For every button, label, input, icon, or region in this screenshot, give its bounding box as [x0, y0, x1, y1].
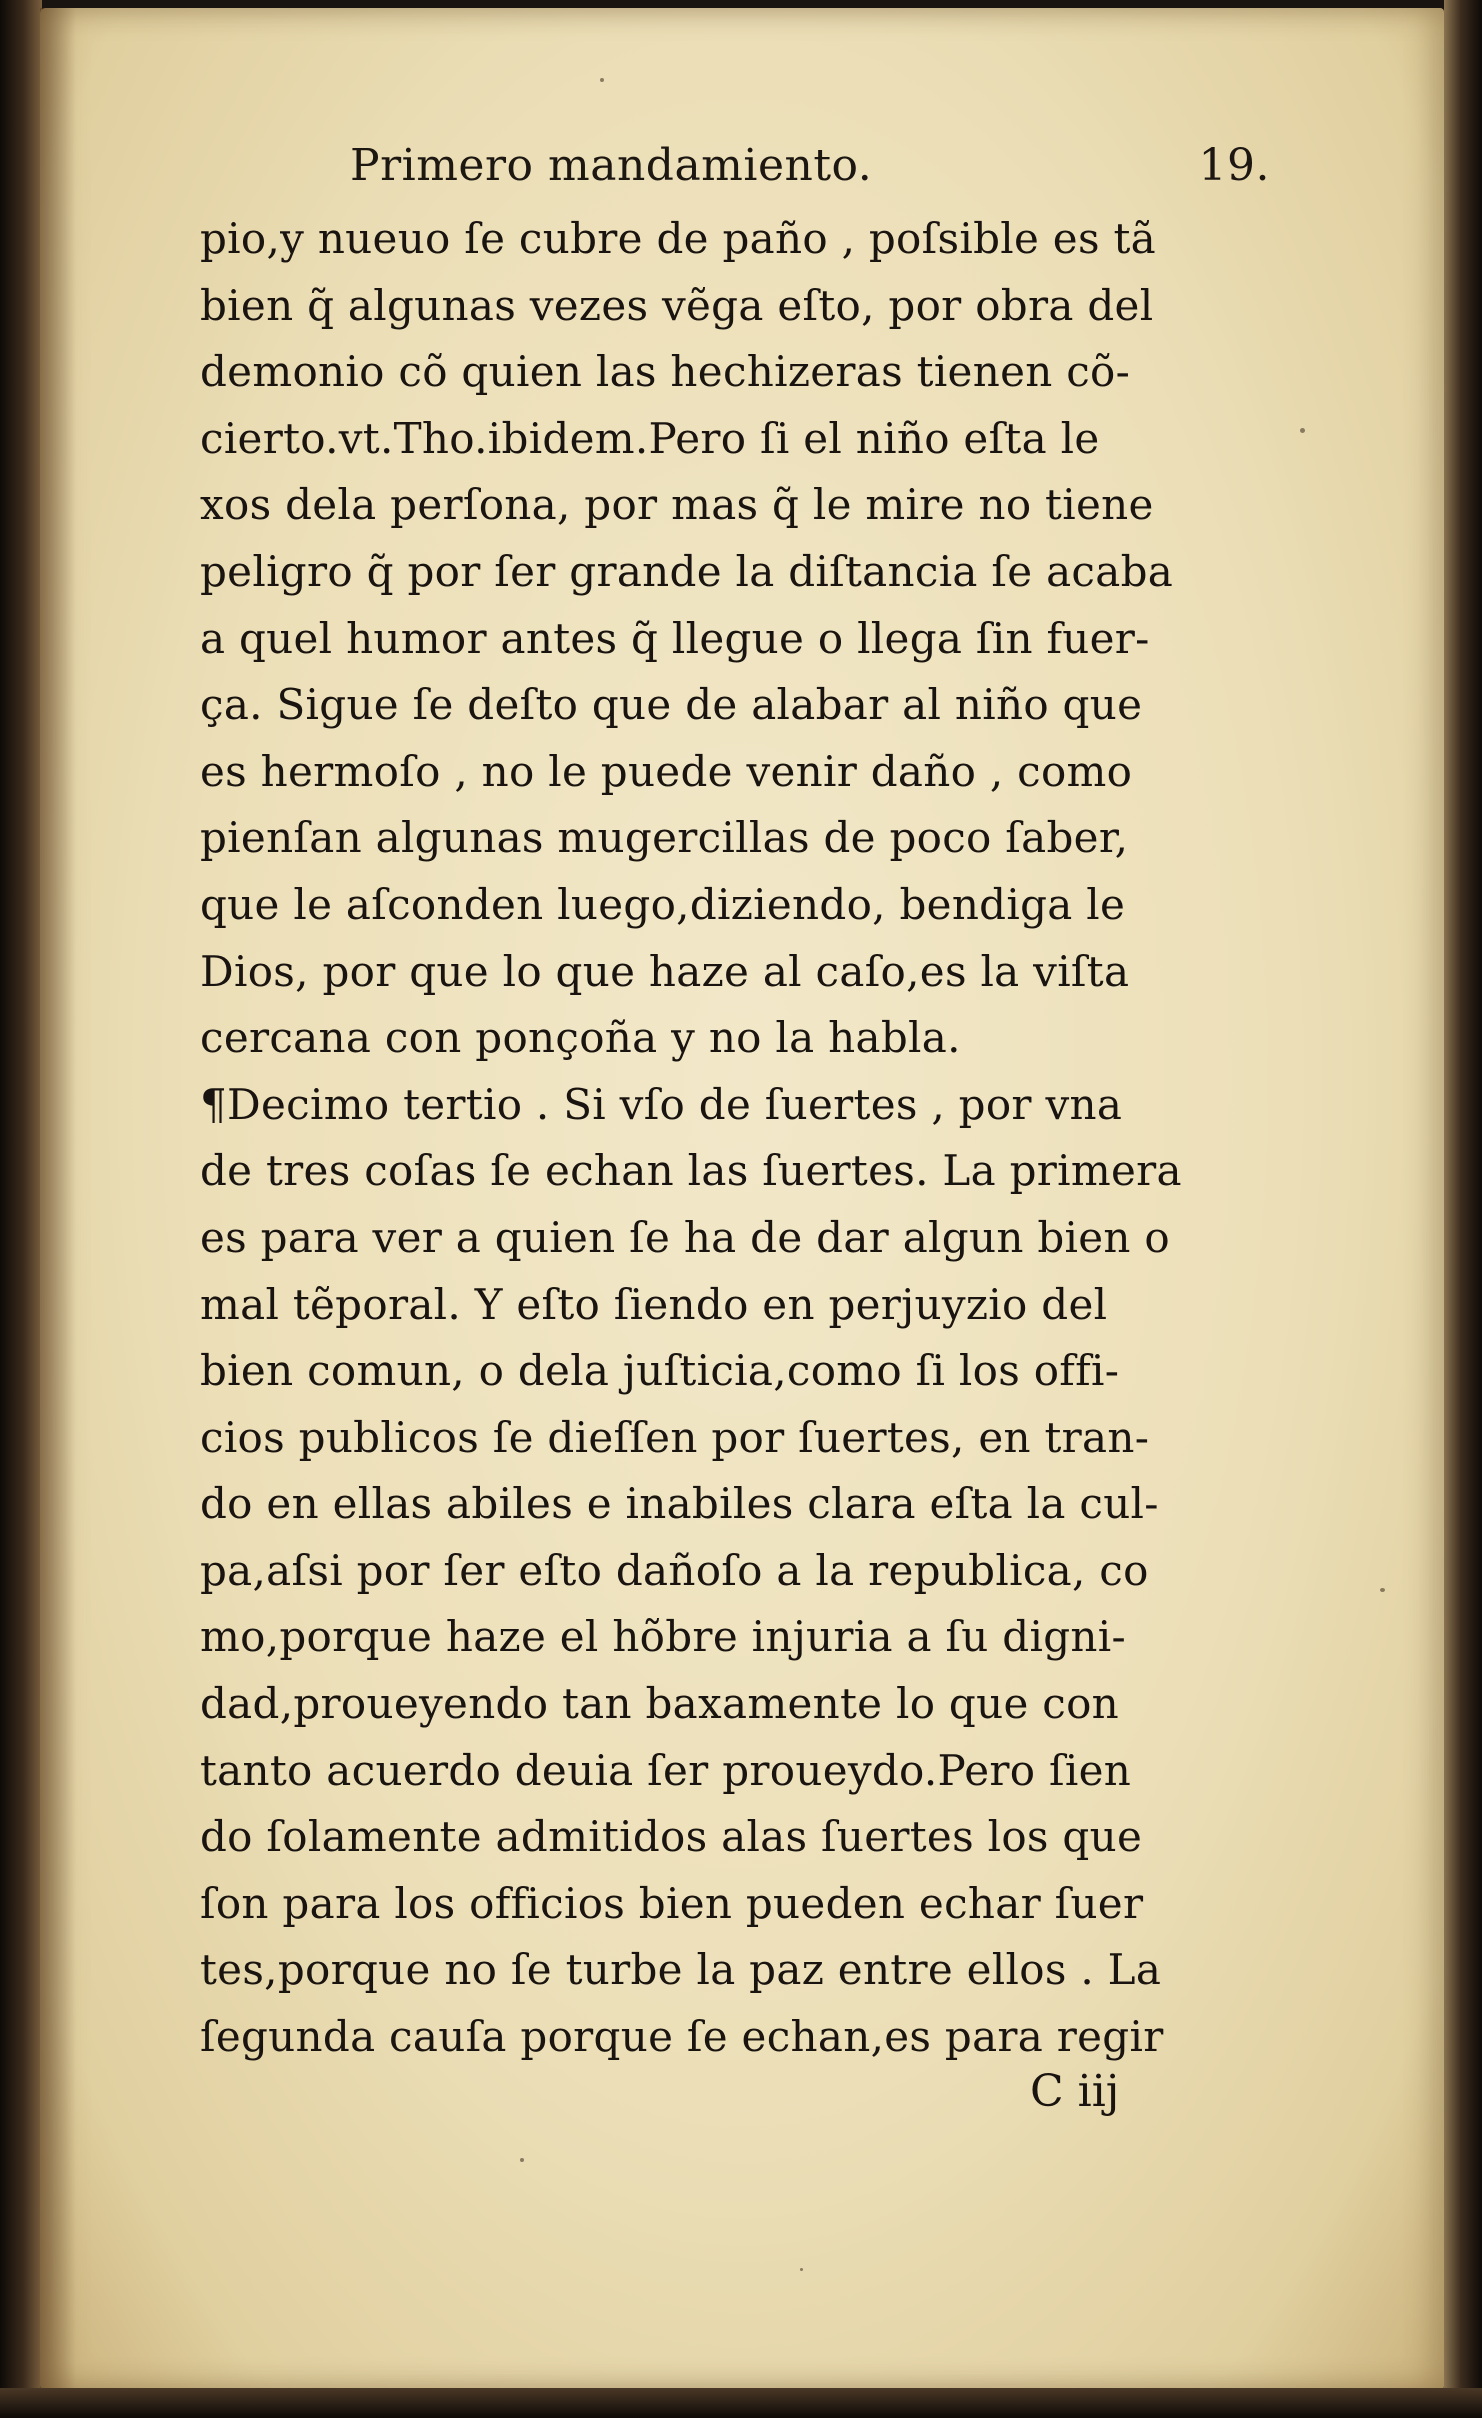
text-line: bien q̃ algunas vezes vẽga eſto, por obra del [200, 280, 1154, 330]
text-line: de tres coſas ſe echan las ſuertes. La primera [200, 1146, 1182, 1196]
signature-mark: C iij [1030, 2066, 1120, 2117]
text-line: cierto.vt.Tho.ibidem.Pero ſi el niño eſta le [200, 413, 1100, 463]
book-edge-left [0, 0, 42, 2418]
paper-speck [800, 2268, 803, 2271]
text-line: cercana con ponçoña y no la habla. [200, 1013, 961, 1063]
book-edge-right [1444, 0, 1482, 2418]
paper-speck [1380, 1588, 1385, 1592]
text-line: demonio cõ quien las hechizeras tienen cõ- [200, 347, 1131, 397]
body-text [200, 206, 1300, 2071]
text-line: Dios, por que lo que haze al caſo,es la viſta [200, 946, 1130, 996]
printed-page [40, 8, 1444, 2390]
text-line: que le aſconden luego,diziendo, bendiga le [200, 879, 1126, 929]
text-line: mo,porque haze el hõbre injuria a ſu digni- [200, 1612, 1126, 1662]
text-line: a quel humor antes q̃ llegue o llega ſin fuer- [200, 613, 1150, 663]
paper-speck [520, 2158, 524, 2162]
text-line: ¶Decimo tertio . Si vſo de ſuertes , por vna [200, 1079, 1123, 1129]
text-line: xos dela perſona, por mas q̃ le mire no tiene [200, 480, 1154, 530]
text-line: mal tẽporal. Y eſto ſiendo en perjuyzio del [200, 1279, 1108, 1329]
text-line: es hermoſo , no le puede venir daño , como [200, 746, 1133, 796]
text-line: dad,proueyendo tan baxamente lo que con [200, 1679, 1120, 1729]
paper-speck [600, 78, 604, 82]
text-line: es para ver a quien ſe ha de dar algun bien o [200, 1212, 1170, 1262]
folio-number: 19. [1198, 140, 1270, 191]
text-line: tanto acuerdo deuia ſer proueydo.Pero ſien [200, 1745, 1132, 1795]
text-line: ſegunda cauſa porque ſe echan,es para regir [200, 2012, 1164, 2062]
text-line: pa,aſsi por ſer eſto dañoſo a la republica, co [200, 1545, 1149, 1595]
text-line: ſon para los officios bien pueden echar ſuer [200, 1878, 1144, 1928]
running-head-title: Primero mandamiento. [350, 140, 873, 191]
running-head [350, 140, 1270, 200]
text-line: do en ellas abiles e inabiles clara eſta la cul- [200, 1479, 1159, 1529]
paper-speck [1300, 428, 1305, 433]
text-line: do ſolamente admitidos alas ſuertes los que [200, 1812, 1143, 1862]
page-gutter [40, 8, 76, 2390]
text-line: pio,y nueuo ſe cubre de paño , poſsible es tã [200, 214, 1156, 263]
book-edge-bottom [0, 2388, 1482, 2418]
text-line: cios publicos ſe dieſſen por ſuertes, en tran- [200, 1412, 1150, 1462]
text-line: bien comun, o dela juſticia,como ſi los offi- [200, 1346, 1120, 1396]
text-line: tes,porque no ſe turbe la paz entre ellos . La [200, 1945, 1162, 1995]
text-line: ça. Sigue ſe deſto que de alabar al niño que [200, 680, 1143, 730]
text-line: peligro q̃ por ſer grande la diſtancia ſe acaba [200, 546, 1174, 596]
text-line: pienſan algunas mugercillas de poco ſaber, [200, 813, 1129, 863]
